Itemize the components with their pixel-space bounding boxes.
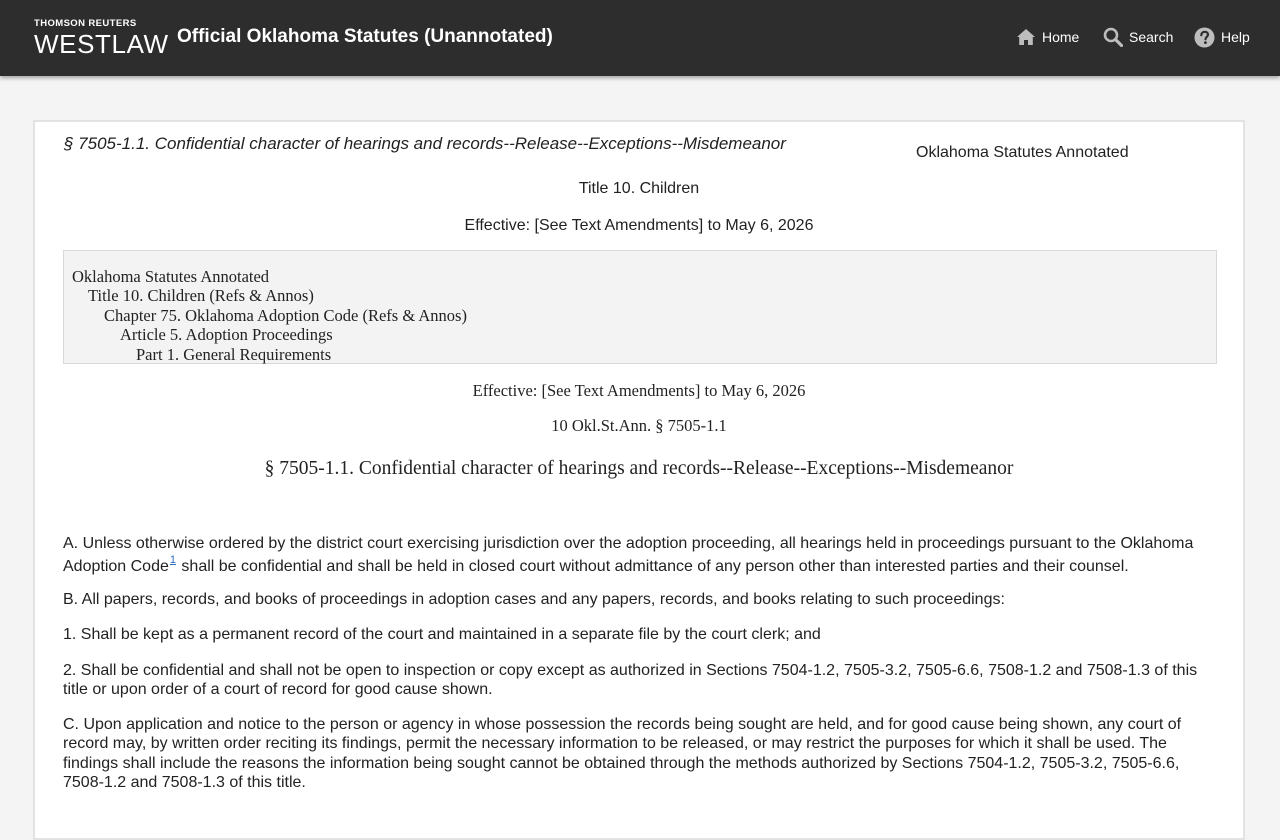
paragraph-c: C. Upon application and notice to the person or agency in whose possession the records being sought are held, and for good cause being shown, any court of record may, by written order reciting its findings, permit the necessary information to be released, or may restrict the purposes for which it shall be used. The findings shall include the reasons the information being sought cannot be obtained through the methods authorized by Sections 7504-1.2, 7505-3.2, 7505-6.6, 7508-1.2 and 7508-1.3 of this title.: [63, 716, 1182, 792]
paragraph-a-text-cont: shall be confidential and shall be held in closed court without admittance of any person other than interested parties and their counsel.: [176, 558, 1129, 575]
hierarchy-item: Oklahoma Statutes Annotated: [72, 267, 270, 286]
help-button[interactable]: [1194, 26, 1250, 48]
source-name: Oklahoma Statutes Annotated: [916, 144, 1129, 161]
paragraph-a: [63, 532, 1213, 578]
help-label: Help: [1221, 29, 1250, 45]
statute-body: [63, 532, 1213, 808]
effective-date: Effective: [See Text Amendments] to May 6, 2026: [472, 381, 806, 400]
paragraph-b2: 2. Shall be confidential and shall not be open to inspection or copy except as authorized in Sections 7504-1.2, 7505-3.2, 7505-6.6, 7508-1.2 and 7508-1.3 of this title or upon order of a court of record for good cause shown.: [63, 661, 1198, 698]
paragraph-b: B. All papers, records, and books of proceedings in adoption cases and any papers, records, and books relating to such proceedings:: [63, 591, 1005, 608]
citation: 10 Okl.St.Ann. § 7505-1.1: [551, 416, 727, 435]
hierarchy-item: Part 1. General Requirements: [136, 344, 332, 364]
paragraph-b1: 1. Shall be kept as a permanent record of the court and maintained in a separate file by the court clerk; and: [63, 626, 821, 644]
search-button[interactable]: [1103, 26, 1173, 48]
title-line: Title 10. Children: [578, 180, 700, 197]
hierarchy-item: Title 10. Children (Refs & Annos): [88, 286, 314, 306]
hierarchy-box: [63, 250, 1217, 364]
footnote-link[interactable]: 1: [169, 553, 176, 566]
search-icon: [1103, 27, 1123, 47]
logo-top-text: THOMSON REUTERS: [34, 18, 137, 29]
document-title: § 7505-1.1. Confidential character of hearings and records--Release--Exceptions--Misdemeanor: [64, 134, 786, 153]
help-icon: [1194, 27, 1215, 48]
document-panel: [33, 120, 1245, 840]
app-title: Official Oklahoma Statutes (Unannotated): [177, 26, 553, 47]
hierarchy-item: Chapter 75. Oklahoma Adoption Code (Refs & Annos): [104, 305, 467, 325]
home-label: Home: [1042, 29, 1080, 45]
hierarchy-item: Article 5. Adoption Proceedings: [120, 325, 333, 345]
home-button[interactable]: [1016, 26, 1079, 48]
home-icon: [1016, 28, 1036, 46]
effective-date-header: Effective: [See Text Amendments] to May 6, 2026: [464, 217, 814, 234]
search-label: Search: [1129, 29, 1174, 45]
westlaw-logo[interactable]: [34, 18, 169, 58]
app-header: [0, 0, 1280, 76]
section-heading: § 7505-1.1. Confidential character of hearings and records--Release--Exceptions--Misdemeanor: [264, 458, 1014, 479]
logo-main-text: WESTLAW: [34, 29, 169, 59]
paragraph-a-text: A. Unless otherwise ordered by the district court exercising jurisdiction over the adoption proceeding, all hearings held in proceedings pursuant to the Oklahoma Adoption Code: [63, 535, 1194, 575]
